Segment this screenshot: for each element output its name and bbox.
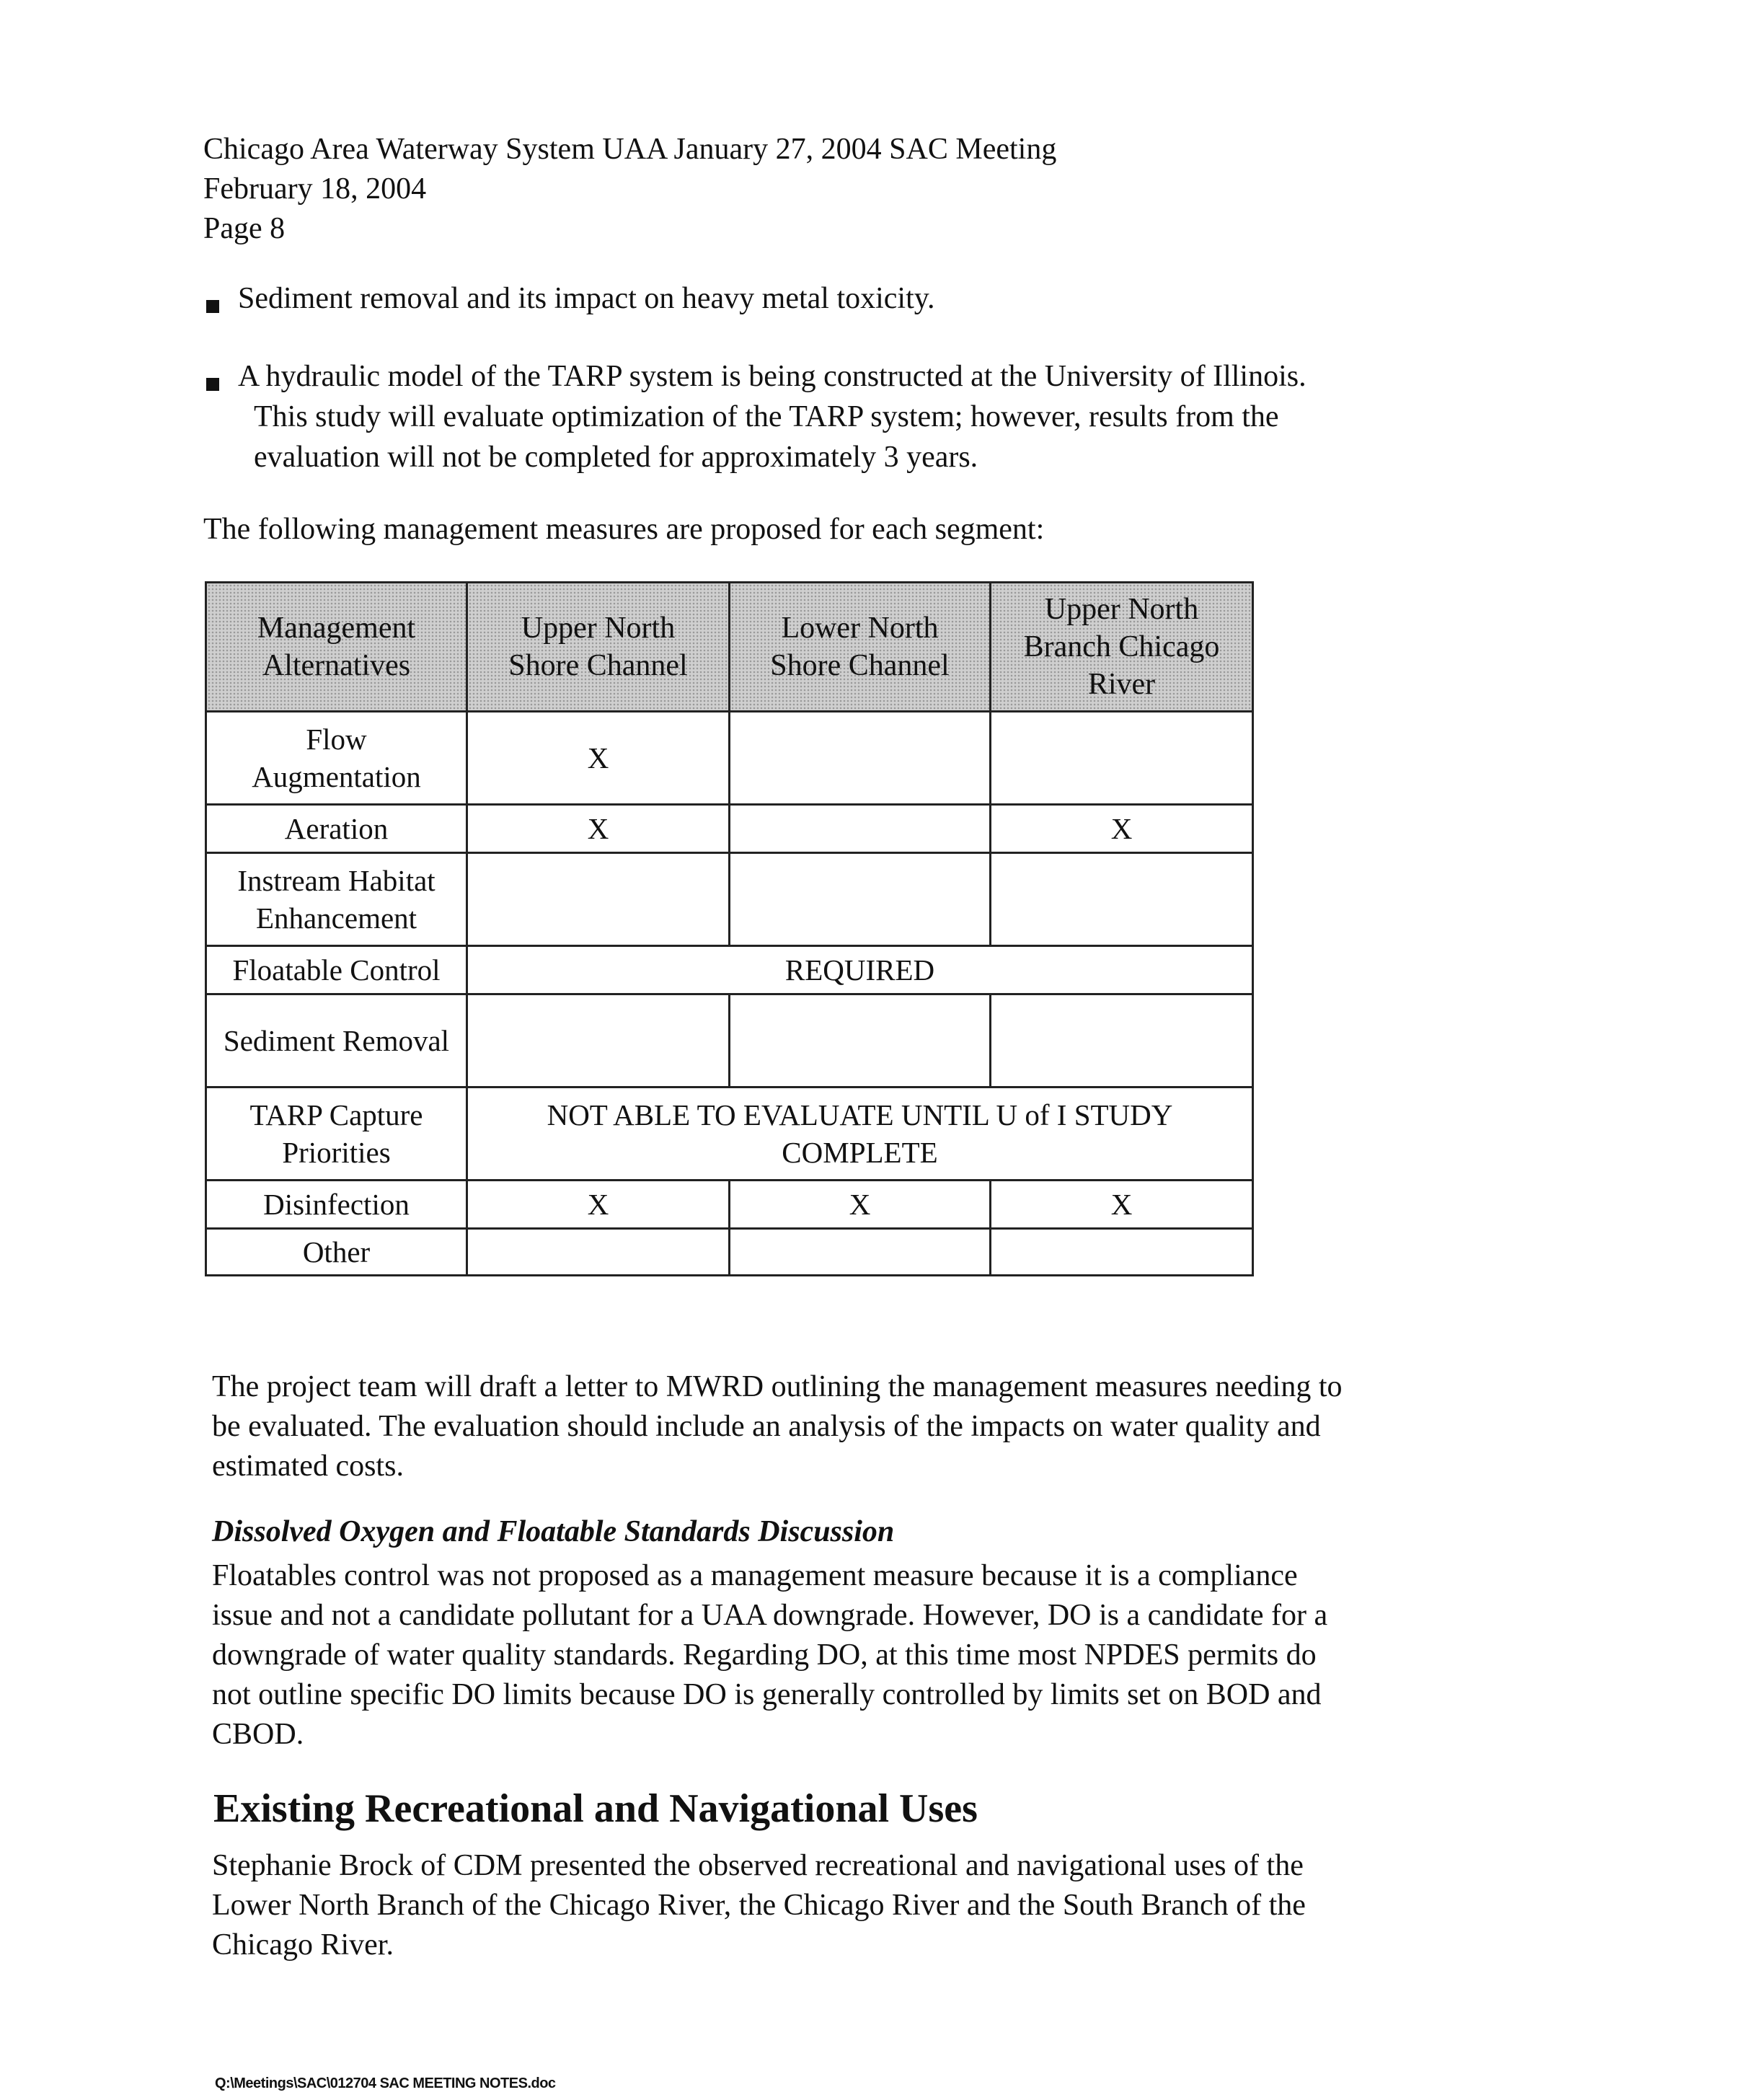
table-cell: [730, 994, 991, 1088]
header-date: February 18, 2004: [203, 172, 427, 206]
row-label: Aeration: [206, 805, 467, 853]
subheading-do-floatables: Dissolved Oxygen and Floatable Standards Discussion: [212, 1515, 895, 1548]
table-cell: [991, 712, 1253, 805]
row-label: Flow Augmentation: [206, 712, 467, 805]
table-cell: [991, 994, 1253, 1088]
table-cell: X: [467, 712, 730, 805]
table-row: [206, 1229, 1253, 1276]
table-cell: X: [467, 1181, 730, 1229]
management-measures-table: [205, 581, 1254, 1276]
column-header: Upper North Shore Channel: [467, 583, 730, 712]
paragraph-recreational-uses: Stephanie Brock of CDM presented the observed recreational and navigational uses of the Lower North Branch of the Chicago River, the Chicago River and the South Branch of the Chicago River.: [212, 1849, 1306, 1962]
table-cell: [467, 853, 730, 946]
row-label: TARP Capture Priorities: [206, 1088, 467, 1181]
table-row: [206, 1181, 1253, 1229]
section-heading: Existing Recreational and Navigational Uses: [213, 1786, 978, 1831]
paragraph-floatables: Floatables control was not proposed as a management measure because it is a compliance issue and not a candidate pollutant for a UAA downgrade. However, DO is a candidate for a downgrade of water quality standards. Regarding DO, at this time most NPDES permits do not outline specific DO limits because DO is generally controlled by limits set on BOD and CBOD.: [212, 1559, 1328, 1751]
table-row: [206, 853, 1253, 946]
table-row: [206, 1088, 1253, 1181]
page-header: [203, 130, 1056, 249]
intro-text: The following management measures are proposed for each segment:: [203, 513, 1045, 546]
paragraph-project-team: The project team will draft a letter to MWRD outlining the management measures needing to be evaluated. The evaluation should include an analysis of the impacts on water quality and estimated costs.: [212, 1370, 1343, 1483]
bullet-item: [203, 278, 935, 319]
header-page-number: Page 8: [203, 212, 286, 245]
bullet-text: Sediment removal and its impact on heavy metal toxicity.: [238, 282, 935, 315]
bullet-item: [203, 356, 1306, 477]
table-cell: [730, 853, 991, 946]
table-cell: [730, 1229, 991, 1276]
column-header: Lower North Shore Channel: [730, 583, 991, 712]
table-row: [206, 946, 1253, 994]
footer-file-path: Q:\Meetings\SAC\012704 SAC MEETING NOTES.doc: [215, 2075, 556, 2091]
bullet-text: This study will evaluate optimization of the TARP system; however, results from the: [254, 400, 1279, 433]
column-header: Upper North Branch Chicago River: [991, 583, 1253, 712]
bullet-text: A hydraulic model of the TARP system is being constructed at the University of Illinois.: [238, 360, 1306, 393]
table-cell: [467, 1229, 730, 1276]
row-label: Disinfection: [206, 1181, 467, 1229]
bullet-square-icon: [206, 300, 219, 313]
table-cell: X: [467, 805, 730, 853]
bullet-text: evaluation will not be completed for approximately 3 years.: [254, 441, 978, 474]
table-cell: [730, 712, 991, 805]
row-label: Sediment Removal: [206, 994, 467, 1088]
table-cell: [991, 1229, 1253, 1276]
table-row: [206, 712, 1253, 805]
merged-cell-not-able: NOT ABLE TO EVALUATE UNTIL U of I STUDY COMPLETE: [467, 1088, 1253, 1181]
column-header: Management Alternatives: [206, 583, 467, 712]
table-header-row: [206, 583, 1253, 712]
header-title: Chicago Area Waterway System UAA January 27, 2004 SAC Meeting: [203, 133, 1057, 166]
table-cell: X: [991, 805, 1253, 853]
table-cell: X: [991, 1181, 1253, 1229]
merged-cell-required: REQUIRED: [467, 946, 1253, 994]
table-cell: X: [730, 1181, 991, 1229]
table-row: [206, 805, 1253, 853]
table-cell: [730, 805, 991, 853]
bullet-square-icon: [206, 378, 219, 391]
row-label: Other: [206, 1229, 467, 1276]
row-label: Floatable Control: [206, 946, 467, 994]
table-cell: [991, 853, 1253, 946]
table-cell: [467, 994, 730, 1088]
row-label: Instream Habitat Enhancement: [206, 853, 467, 946]
table-row: [206, 994, 1253, 1088]
